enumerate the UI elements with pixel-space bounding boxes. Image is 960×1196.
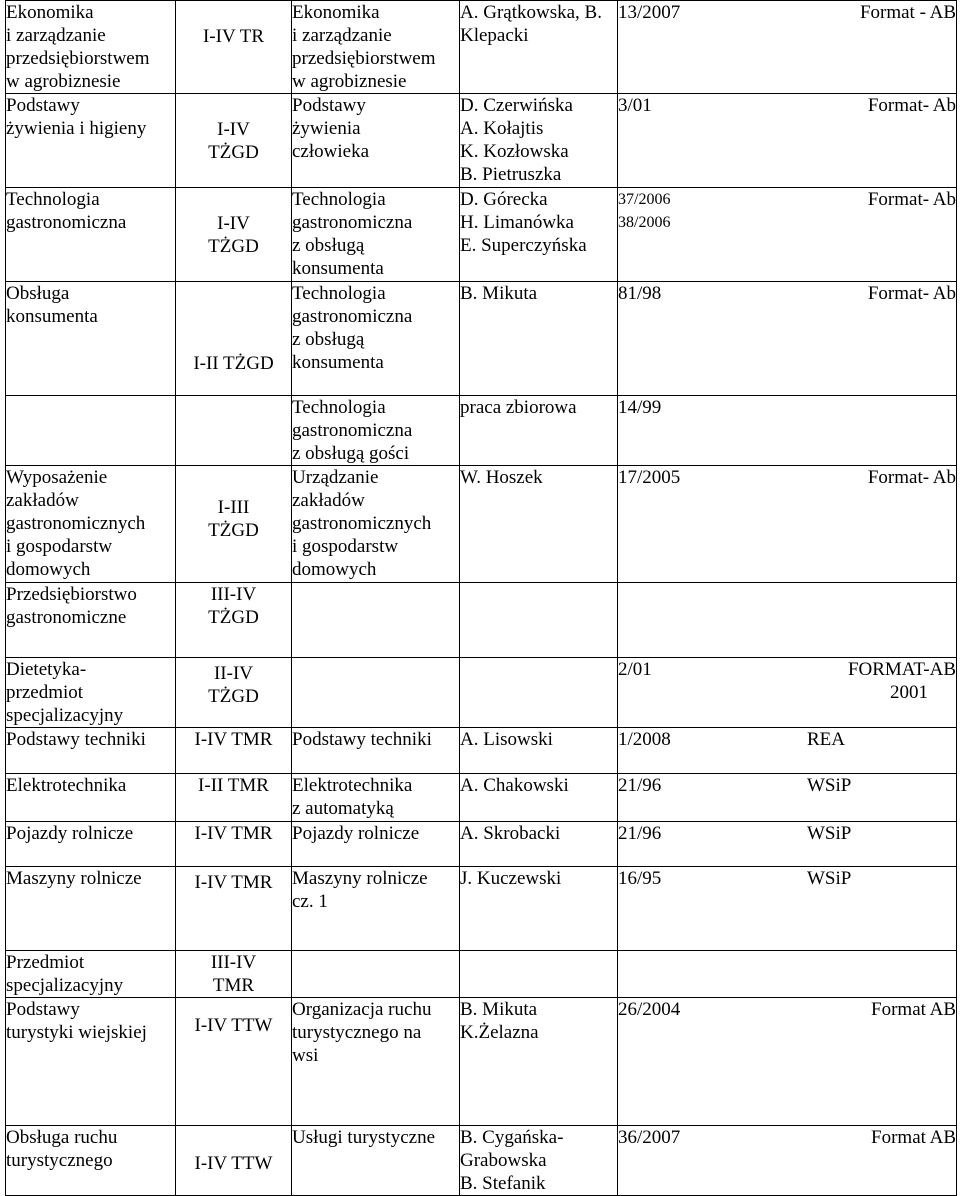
text-line: praca zbiorowa [460, 397, 577, 418]
cell-title [292, 583, 460, 658]
approval-number: 14/99 [618, 397, 662, 418]
text-line: TMR [212, 975, 255, 996]
text-line: I-II TMR [198, 775, 269, 796]
publisher-format: REA [807, 729, 845, 750]
cell-approval [618, 282, 957, 396]
text-line: i gospodarstw [6, 536, 113, 557]
cell-title [292, 658, 460, 728]
approval-number: 37/2006 [618, 191, 671, 208]
text-line: w agrobiznesie [292, 71, 407, 92]
text-line: I-IV TMR [194, 729, 273, 750]
cell-title [292, 951, 460, 998]
cell-class [176, 867, 292, 951]
text-line: A. Chakowski [460, 775, 569, 796]
text-line: W. Hoszek [460, 467, 543, 488]
cell-subject [6, 94, 176, 188]
cell-subject [6, 658, 176, 728]
cell-subject [6, 774, 176, 822]
cell-approval [618, 466, 957, 583]
cell-subject [6, 583, 176, 658]
text-line: III-IV [210, 952, 257, 973]
text-line: przedsiębiorstwem [292, 48, 436, 69]
text-line: Podstawy [6, 999, 80, 1020]
text-line: TŻGD [208, 520, 259, 541]
cell-authors [460, 1, 618, 94]
text-line: gastronomicznych [292, 513, 432, 534]
cell-title [292, 728, 460, 774]
text-line: żywienia [292, 118, 361, 139]
text-line: I-IV TR [202, 26, 265, 47]
text-line: gastronomiczna [292, 212, 413, 233]
cell-subject [6, 466, 176, 583]
text-line: TŻGD [208, 236, 259, 257]
text-line: Technologia [292, 189, 386, 210]
text-line: i gospodarstw [292, 536, 399, 557]
text-line: I-IV TTW [194, 1153, 273, 1174]
text-line: turystycznego [6, 1150, 113, 1171]
cell-subject [6, 822, 176, 867]
text-line: przedmiot [6, 682, 84, 703]
cell-authors [460, 583, 618, 658]
cell-class [176, 396, 292, 466]
cell-title [292, 282, 460, 396]
publisher-format: Format- Ab [867, 467, 956, 488]
text-line: A. Lisowski [460, 729, 553, 750]
text-line: D. Czerwińska [460, 95, 573, 116]
cell-class [176, 466, 292, 583]
text-line: Podstawy [6, 95, 80, 116]
cell-approval [618, 658, 957, 728]
publisher-format: Format- Ab [867, 95, 956, 116]
cell-subject [6, 951, 176, 998]
cell-class [176, 1, 292, 94]
cell-title [292, 1, 460, 94]
cell-approval [618, 188, 957, 282]
text-line: D. Górecka [460, 189, 548, 210]
text-line: TŻGD [208, 607, 259, 628]
text-line: B. Stefanik [460, 1173, 546, 1194]
cell-title [292, 774, 460, 822]
cell-authors [460, 188, 618, 282]
text-line: K. Kozłowska [460, 141, 569, 162]
cell-subject [6, 867, 176, 951]
table-row [6, 728, 957, 774]
text-line: gastronomicznych [6, 513, 146, 534]
table-row [6, 951, 957, 998]
text-line: przedsiębiorstwem [6, 48, 150, 69]
cell-class [176, 282, 292, 396]
cell-approval [618, 728, 957, 774]
approval-number: 81/98 [618, 283, 662, 304]
approval-number: 38/2006 [618, 214, 671, 231]
text-line: K.Żelazna [460, 1022, 539, 1043]
cell-authors [460, 728, 618, 774]
text-line: w agrobiznesie [6, 71, 121, 92]
text-line: wsi [292, 1045, 319, 1066]
publisher-format: Format- Ab [867, 283, 956, 304]
approval-number: 1/2008 [618, 729, 671, 750]
cell-approval [618, 583, 957, 658]
text-line: i zarządzanie [6, 25, 106, 46]
text-line: B. Pietruszka [460, 164, 562, 185]
cell-authors [460, 1126, 618, 1196]
text-line: zakładów [292, 490, 365, 511]
text-line: II-IV [213, 663, 254, 684]
text-line: I-II TŻGD [193, 353, 274, 374]
text-line: Maszyny rolnicze [6, 868, 142, 889]
table-row [6, 867, 957, 951]
cell-approval [618, 94, 957, 188]
table-row [6, 1126, 957, 1196]
cell-title [292, 1126, 460, 1196]
text-line: Podstawy techniki [6, 729, 146, 750]
table-row [6, 94, 957, 188]
text-line: z obsługą gości [292, 443, 410, 464]
table-row [6, 774, 957, 822]
cell-subject [6, 282, 176, 396]
table-row [6, 188, 957, 282]
text-line: Obsługa ruchu [6, 1127, 118, 1148]
approval-number: 26/2004 [618, 999, 681, 1020]
text-line: Podstawy techniki [292, 729, 432, 750]
cell-subject [6, 396, 176, 466]
text-line: I-IV TMR [194, 823, 273, 844]
approval-number: 16/95 [618, 868, 662, 889]
cell-class [176, 1126, 292, 1196]
text-line: E. Superczyńska [460, 235, 587, 256]
text-line: A. Kołajtis [460, 118, 544, 139]
text-line: Przedsiębiorstwo [6, 584, 137, 605]
cell-class [176, 583, 292, 658]
text-line: konsumenta [292, 352, 384, 373]
table-row [6, 583, 957, 658]
text-line: z obsługą [292, 329, 365, 350]
text-line: Podstawy [292, 95, 366, 116]
approval-number: 17/2005 [618, 467, 681, 488]
text-line: I-IV [217, 213, 250, 234]
text-line: gastronomiczne [6, 607, 127, 628]
text-line: H. Limanówka [460, 212, 574, 233]
text-line: i zarządzanie [292, 25, 392, 46]
text-line: Organizacja ruchu [292, 999, 432, 1020]
text-line: I-IV TMR [194, 872, 273, 893]
text-line: A. Grątkowska, B. [460, 2, 602, 23]
text-line: TŻGD [208, 142, 259, 163]
text-line: B. Cygańska- [460, 1127, 564, 1148]
cell-authors [460, 867, 618, 951]
publisher-format: WSiP [807, 868, 852, 889]
cell-class [176, 774, 292, 822]
table-row [6, 998, 957, 1126]
text-line: gastronomiczna [6, 212, 127, 233]
cell-title [292, 188, 460, 282]
cell-approval [618, 822, 957, 867]
cell-approval [618, 774, 957, 822]
publisher-format: Format- Ab [867, 189, 956, 210]
text-line: specjalizacyjny [6, 705, 124, 726]
cell-approval [618, 1126, 957, 1196]
cell-approval [618, 1, 957, 94]
cell-class [176, 188, 292, 282]
table-row [6, 658, 957, 728]
table-row [6, 1, 957, 94]
text-line: Pojazdy rolnicze [292, 823, 420, 844]
cell-approval [618, 951, 957, 998]
cell-subject [6, 1, 176, 94]
publisher-format: WSiP [807, 775, 852, 796]
cell-approval [618, 396, 957, 466]
text-line: B. Mikuta [460, 999, 538, 1020]
approval-number: 21/96 [618, 823, 662, 844]
text-line: turystycznego na [292, 1022, 422, 1043]
approval-number: 3/01 [618, 95, 652, 116]
cell-class [176, 951, 292, 998]
cell-title [292, 94, 460, 188]
approval-number: 21/96 [618, 775, 662, 796]
text-line: Wyposażenie [6, 467, 108, 488]
text-line: z automatyką [292, 798, 394, 819]
text-line: z obsługą [292, 235, 365, 256]
text-line: domowych [292, 559, 377, 580]
text-line: Ekonomika [292, 2, 380, 23]
cell-approval [618, 998, 957, 1126]
approval-number: 2/01 [618, 659, 652, 680]
table-row [6, 822, 957, 867]
cell-authors [460, 466, 618, 583]
approval-number: 13/2007 [618, 2, 681, 23]
cell-subject [6, 998, 176, 1126]
cell-authors [460, 282, 618, 396]
text-line: Technologia [292, 397, 386, 418]
text-line: Technologia [292, 283, 386, 304]
cell-title [292, 822, 460, 867]
publisher-format: WSiP [807, 823, 852, 844]
publisher-year: 2001 [890, 682, 928, 703]
text-line: J. Kuczewski [460, 868, 562, 889]
cell-authors [460, 822, 618, 867]
text-line: A. Skrobacki [460, 823, 561, 844]
cell-class [176, 728, 292, 774]
text-line: III-IV [210, 584, 257, 605]
text-line: TŻGD [208, 686, 259, 707]
text-line: cz. 1 [292, 891, 328, 912]
text-line: Elektrotechnika [6, 775, 127, 796]
text-line: Usługi turystyczne [292, 1127, 436, 1148]
table-row [6, 466, 957, 583]
text-line: gastronomiczna [292, 420, 413, 441]
text-line: Grabowska [460, 1150, 547, 1171]
text-line: konsumenta [292, 258, 384, 279]
text-line: I-IV [217, 119, 250, 140]
cell-authors [460, 951, 618, 998]
text-line: domowych [6, 559, 91, 580]
text-line: Ekonomika [6, 2, 94, 23]
table-row [6, 396, 957, 466]
cell-subject [6, 188, 176, 282]
publisher-format: Format AB [871, 1127, 956, 1148]
cell-authors [460, 658, 618, 728]
text-line: Dietetyka- [6, 659, 87, 680]
text-line: konsumenta [6, 306, 98, 327]
text-line: Obsługa [6, 283, 70, 304]
approval-number: 36/2007 [618, 1127, 681, 1148]
publisher-format: FORMAT-AB [847, 659, 956, 680]
text-line: Pojazdy rolnicze [6, 823, 134, 844]
table-row [6, 282, 957, 396]
text-line: Urządzanie [292, 467, 379, 488]
text-line: człowieka [292, 141, 370, 162]
cell-class [176, 94, 292, 188]
cell-authors [460, 94, 618, 188]
text-line: Klepacki [460, 25, 529, 46]
text-line: specjalizacyjny [6, 975, 124, 996]
cell-authors [460, 998, 618, 1126]
text-line: Elektrotechnika [292, 775, 413, 796]
cell-class [176, 822, 292, 867]
textbook-table [5, 0, 957, 1196]
text-line: Przedmiot [6, 952, 85, 973]
cell-class [176, 658, 292, 728]
text-line: gastronomiczna [292, 306, 413, 327]
publisher-format: Format - AB [859, 2, 956, 23]
text-line: żywienia i higieny [6, 118, 147, 139]
cell-title [292, 998, 460, 1126]
text-line: I-IV TTW [194, 1015, 273, 1036]
text-line: zakładów [6, 490, 79, 511]
cell-authors [460, 774, 618, 822]
text-line: I-III [217, 497, 250, 518]
cell-authors [460, 396, 618, 466]
cell-title [292, 466, 460, 583]
publisher-format: Format AB [871, 999, 956, 1020]
cell-title [292, 867, 460, 951]
cell-subject [6, 728, 176, 774]
cell-title [292, 396, 460, 466]
text-line: Technologia [6, 189, 100, 210]
text-line: Maszyny rolnicze [292, 868, 428, 889]
cell-approval [618, 867, 957, 951]
text-line: turystyki wiejskiej [6, 1022, 147, 1043]
cell-subject [6, 1126, 176, 1196]
cell-class [176, 998, 292, 1126]
text-line: B. Mikuta [460, 283, 538, 304]
